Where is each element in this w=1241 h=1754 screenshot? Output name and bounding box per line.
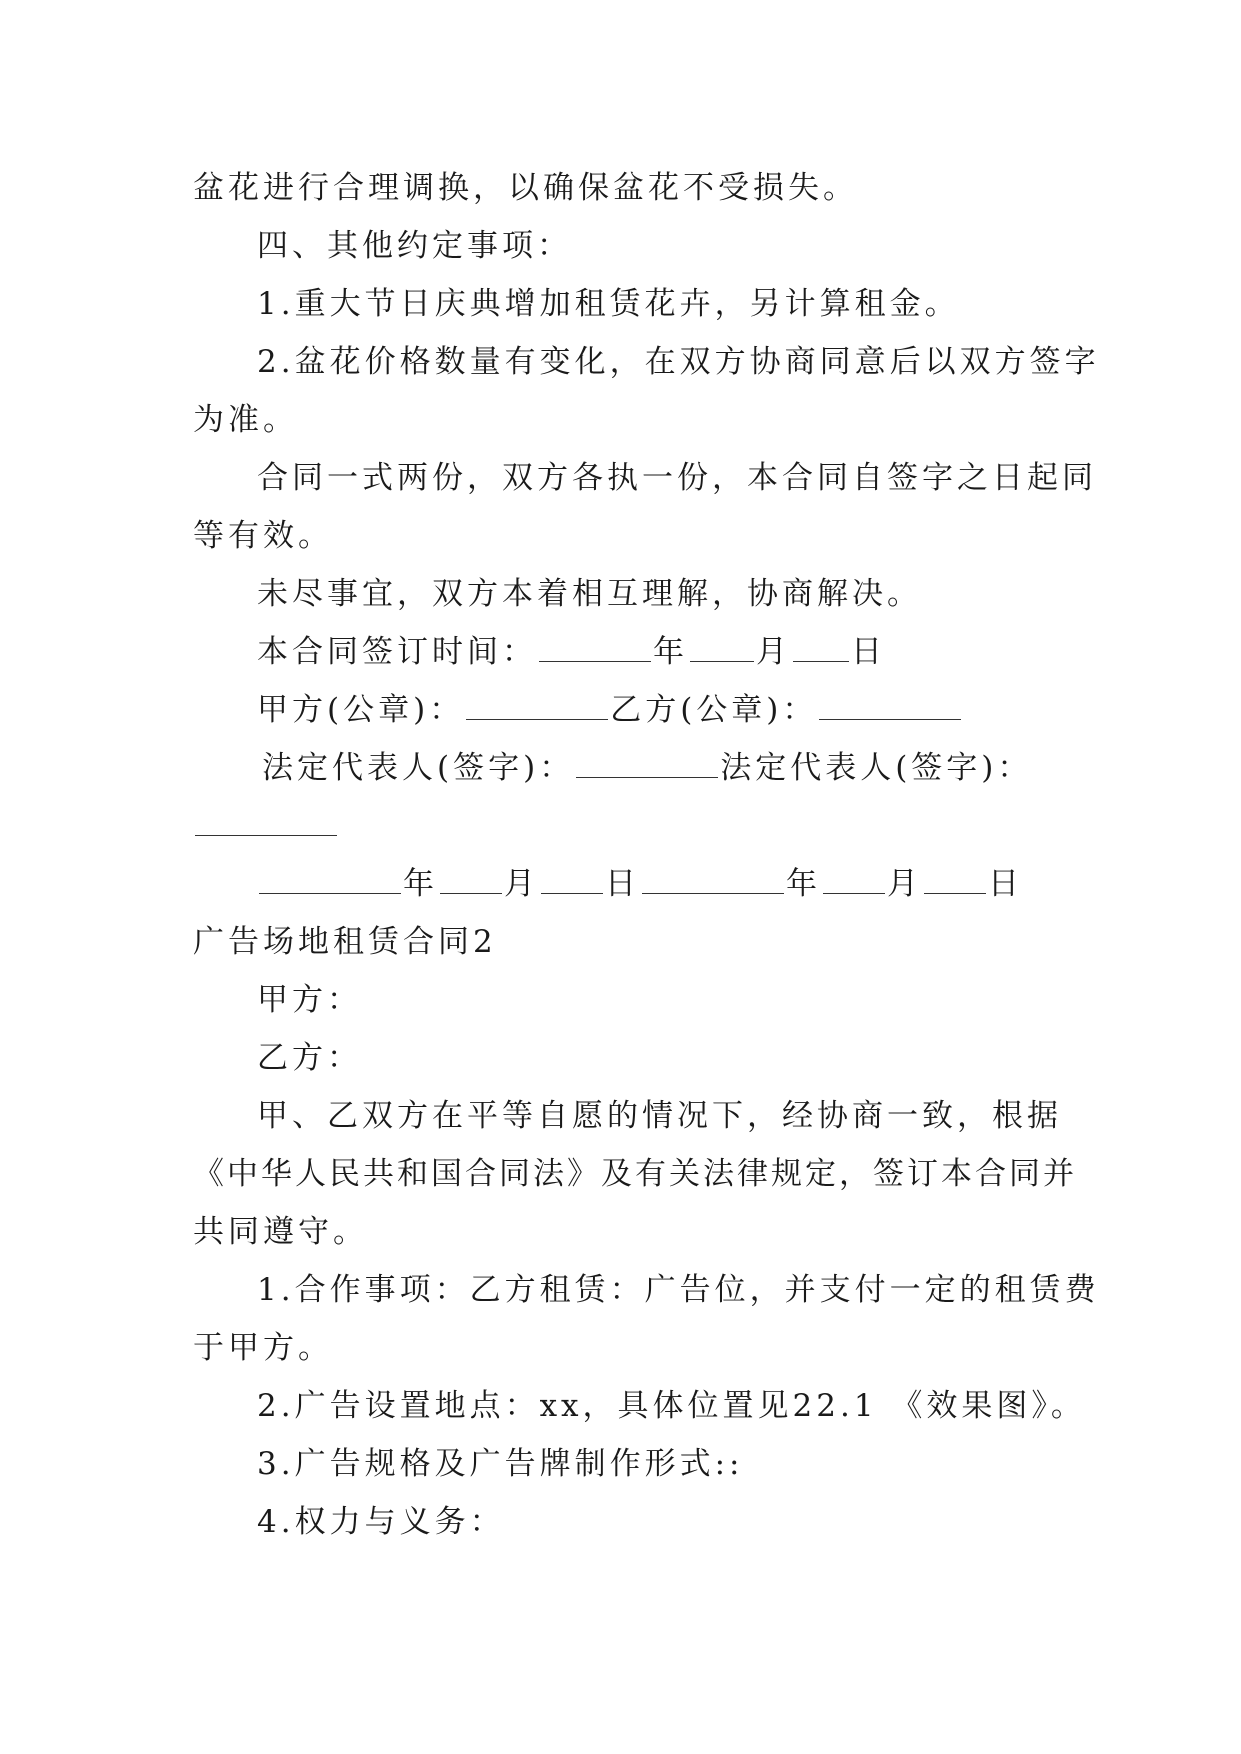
year-label: 年 <box>653 634 688 670</box>
year-a-label: 年 <box>403 866 438 902</box>
party-a-seal-blank[interactable] <box>466 693 608 720</box>
day-b-label: 日 <box>988 866 1023 902</box>
rep-b-blank[interactable] <box>195 809 337 836</box>
paragraph-line: 为准。 <box>193 402 298 438</box>
preamble-line: 甲、乙双方在平等自愿的情况下，经协商一致，根据 <box>257 1098 1062 1134</box>
rep-b-blank-line <box>193 806 339 846</box>
section-heading: 四、其他约定事项： <box>257 228 572 264</box>
representative-line <box>262 748 1032 788</box>
rep-a-label: 法定代表人(签字)： <box>262 750 575 786</box>
year-b-label: 年 <box>786 866 821 902</box>
party-a-line: 甲方： <box>257 982 362 1018</box>
preamble-line: 共同遵守。 <box>193 1214 368 1250</box>
month-b-blank[interactable] <box>823 867 885 894</box>
paragraph-line: 2.盆花价格数量有变化，在双方协商同意后以双方签字 <box>257 344 1100 380</box>
paragraph-line: 1.重大节日庆典增加租赁花卉，另计算租金。 <box>257 286 960 322</box>
day-a-label: 日 <box>605 866 640 902</box>
party-b-line: 乙方： <box>257 1040 362 1076</box>
rep-a-blank[interactable] <box>576 751 718 778</box>
item-line: 1.合作事项：乙方租赁：广告位，并支付一定的租赁费 <box>257 1272 1100 1308</box>
day-b-blank[interactable] <box>924 867 986 894</box>
item-line: 2.广告设置地点：xx，具体位置见22.1 《效果图》。 <box>257 1388 1086 1424</box>
month-a-blank[interactable] <box>440 867 502 894</box>
party-b-seal-label: 乙方(公章)： <box>610 692 818 728</box>
month-a-label: 月 <box>504 866 539 902</box>
preamble-line: 《中华人民共和国合同法》及有关法律规定，签订本合同并 <box>193 1156 1077 1192</box>
item-line: 4.权力与义务： <box>257 1504 505 1540</box>
party-a-seal-label: 甲方(公章)： <box>257 692 465 728</box>
item-line: 3.广告规格及广告牌制作形式:: <box>257 1446 744 1482</box>
day-blank[interactable] <box>793 635 849 662</box>
year-blank[interactable] <box>539 635 651 662</box>
month-blank[interactable] <box>690 635 754 662</box>
seal-line <box>257 690 963 730</box>
date-line <box>257 864 1023 904</box>
day-label: 日 <box>851 634 886 670</box>
year-b-blank[interactable] <box>642 867 784 894</box>
sign-date-label: 本合同签订时间： <box>257 634 537 670</box>
paragraph-line: 盆花进行合理调换，以确保盆花不受损失。 <box>193 170 858 206</box>
month-label: 月 <box>756 634 791 670</box>
paragraph-line: 合同一式两份，双方各执一份，本合同自签字之日起同 <box>257 460 1097 496</box>
paragraph-line: 等有效。 <box>193 518 333 554</box>
day-a-blank[interactable] <box>541 867 603 894</box>
year-a-blank[interactable] <box>259 867 401 894</box>
contract-title: 广告场地租赁合同2 <box>193 924 497 960</box>
rep-b-label: 法定代表人(签字)： <box>720 750 1033 786</box>
sign-date-line <box>257 632 886 672</box>
item-line: 于甲方。 <box>193 1330 333 1366</box>
paragraph-line: 未尽事宜，双方本着相互理解，协商解决。 <box>257 576 922 612</box>
month-b-label: 月 <box>887 866 922 902</box>
party-b-seal-blank[interactable] <box>819 693 961 720</box>
